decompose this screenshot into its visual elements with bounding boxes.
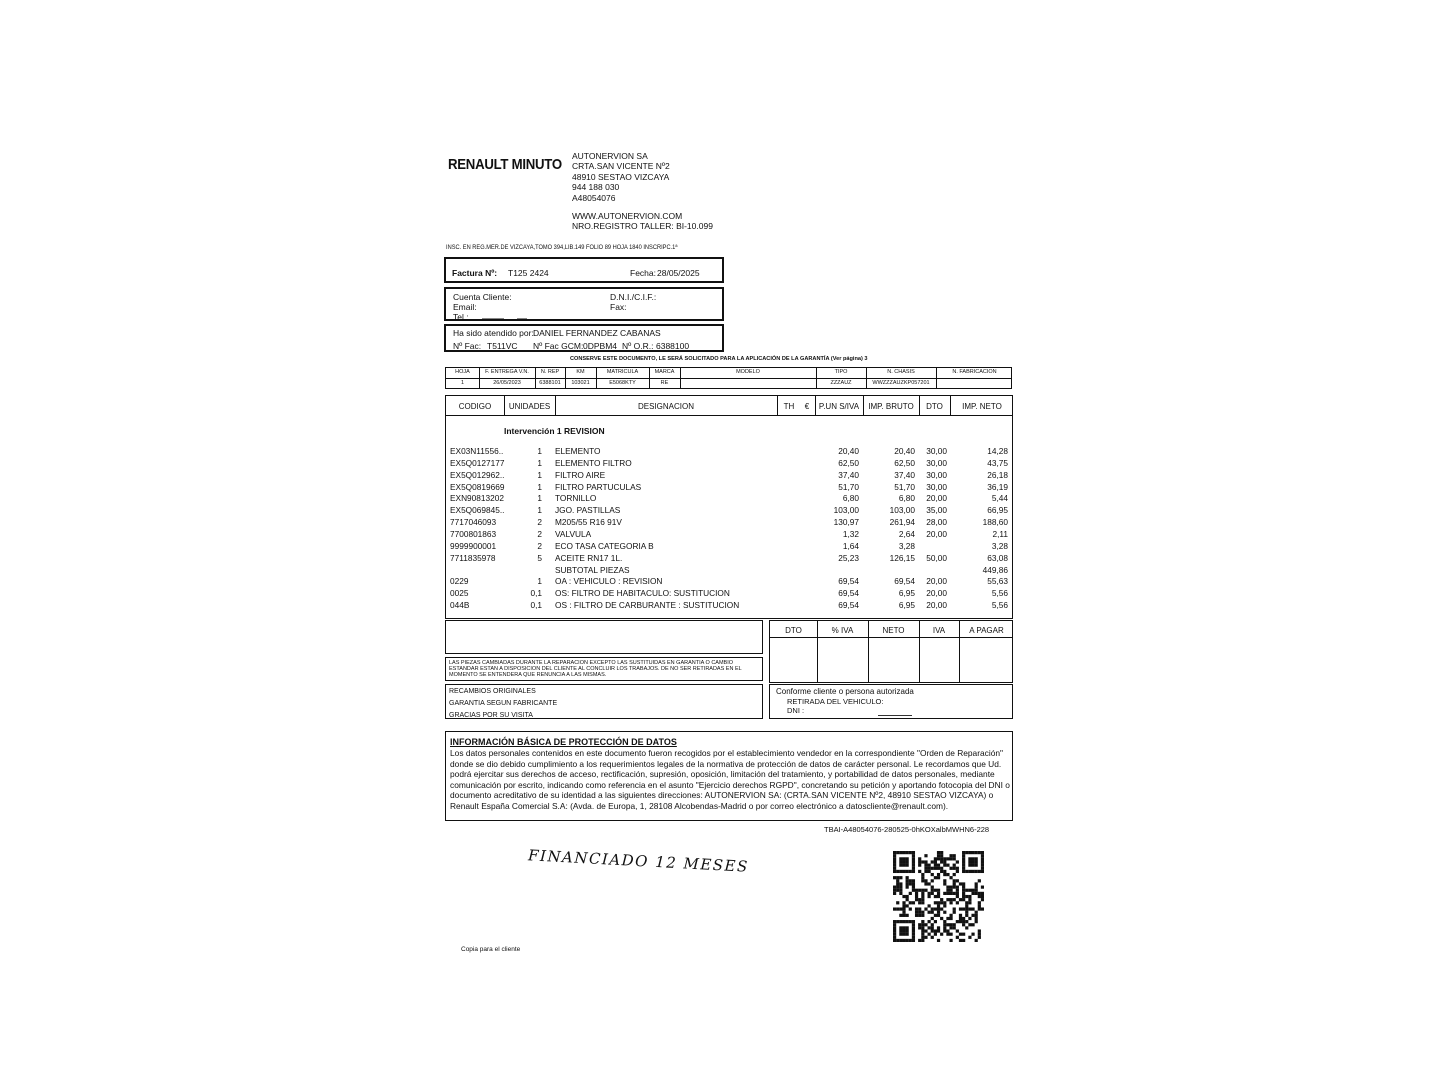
item-cell-pun: 37,40 [838, 469, 859, 480]
item-cell-pun: 20,40 [838, 446, 859, 456]
item-cell-desc: FILTRO AIRE [555, 469, 606, 480]
item-cell-codigo: 7717046093 [450, 517, 497, 528]
items-table [445, 395, 1013, 619]
conforme-box [769, 684, 1013, 719]
item-cell-desc: FILTRO PARTUCULAS [555, 481, 642, 492]
recambios-line: RECAMBIOS ORIGINALES [449, 688, 536, 695]
brand-logo-text: RENAULT MINUTO [448, 156, 562, 173]
item-cell-uds: 1 [537, 493, 542, 504]
or-label: Nº O.R.: [622, 341, 654, 351]
item-cell-neto: 5,44 [991, 493, 1008, 504]
item-cell-uds: 1 [537, 505, 542, 516]
email-label: Email: [453, 302, 477, 312]
item-cell-desc: ELEMENTO [555, 446, 601, 456]
item-cell-codigo: 7711835978 [450, 552, 496, 563]
item-cell-codigo: 7700801863 [450, 528, 497, 539]
col-header-unidades: UNIDADES [508, 402, 551, 411]
item-cell-desc: M205/55 R16 91V [555, 517, 622, 528]
item-cell-pun: 6,80 [842, 493, 859, 504]
item-cell-bruto: 69,54 [894, 576, 915, 587]
vehicle-value: 6388101 [539, 380, 561, 386]
item-cell-pun: 1,64 [842, 540, 859, 551]
col-header-dto: DTO [926, 402, 943, 411]
factura-number: T125 2424 [508, 268, 549, 278]
vehicle-value: 1 [460, 380, 465, 386]
item-cell-pun: 1,32 [842, 528, 859, 539]
item-cell-uds: 1 [537, 576, 542, 587]
company-web-block [572, 211, 713, 232]
fax-label: Fax: [610, 302, 627, 312]
address-line: AUTONERVION SA [572, 151, 648, 161]
item-cell-uds: 0,1 [530, 588, 542, 599]
col-header-pun: P.UN S/IVA [818, 402, 860, 411]
item-cell-neto: 36,19 [987, 481, 1008, 492]
recambios-box [445, 684, 763, 719]
item-cell-uds: 2 [537, 528, 542, 539]
item-cell-dto: 20,00 [926, 600, 947, 611]
item-cell-neto: 55,63 [987, 576, 1008, 587]
vehicle-value: 26/05/2023 [493, 380, 521, 386]
item-cell-pun: 25,23 [838, 552, 859, 563]
item-cell-dto: 35,00 [926, 505, 947, 516]
signature-line [878, 715, 912, 716]
data-protection-title: INFORMACIÓN BÁSICA DE PROTECCIÓN DE DATOS [450, 737, 677, 747]
blank-box [445, 620, 763, 654]
fecha-value: 28/05/2025 [657, 268, 700, 278]
item-cell-uds: 0,1 [530, 600, 542, 611]
item-cell-neto: 2,11 [992, 528, 1008, 539]
vehicle-value: WWZZZAUZKP057201 [872, 380, 930, 386]
vehicle-value: ZZZAUZ [830, 380, 852, 386]
totals-table [769, 620, 1013, 683]
intervencion-title: Intervención 1 REVISION [504, 426, 605, 436]
item-cell-neto: 66,95 [987, 505, 1008, 516]
recambios-line: GARANTIA SEGUN FABRICANTE [449, 700, 558, 707]
vehicle-header: KM [576, 369, 585, 375]
vehicle-header: HOJA [455, 369, 470, 375]
item-cell-desc: JGO. PASTILLAS [555, 505, 621, 516]
item-cell-uds: 1 [537, 457, 542, 468]
conforme-line: RETIRADA DEL VEHICULO: [787, 697, 884, 706]
item-cell-uds: 1 [537, 446, 542, 456]
item-cell-pun: 69,54 [838, 576, 859, 587]
item-cell-desc: OS: FILTRO DE HABITACULO: SUSTITUCION [555, 588, 730, 599]
piezas-note: LAS PIEZAS CAMBIADAS DURANTE LA REPARACION EXCEPTO LAS SUSTITUIDAS EN GARANTIA O CAMBIO ESTANDAR ESTAN A DISPOSICION DEL CLIENTE AL CONCLUIR LOS TRABAJOS. DE NO SER RETIRADAS EN EL MOMENTO SE ENTENDERA QUE RENUNCIA A LAS MISMAS. [449, 660, 742, 678]
item-cell-bruto: 103,00 [889, 505, 915, 516]
item-cell-neto: 43,75 [987, 457, 1008, 468]
item-cell-neto: 3,28 [991, 540, 1008, 551]
item-cell-codigo: EX5Q0819669 [450, 481, 505, 492]
item-cell-bruto: 6,80 [898, 493, 915, 504]
item-cell-codigo: EX5Q0127177 [450, 457, 505, 468]
item-cell-codigo: EX03N11556.. [450, 446, 504, 456]
nfac-label: Nº Fac: [453, 341, 482, 351]
item-cell-codigo: EX5Q012962.. [450, 469, 505, 480]
vehicle-header: MODELO [736, 369, 760, 375]
data-protection-body: Los datos personales contenidos en este documento fueron recogidos por el establecimiento vendedor en la correspondiente "Orden de Reparación" donde se dio debido cumplimiento a los requerimientos legales de la normativa de protección de datos de carácter personal. Le recordamos que Ud. podrá ejercitar sus derechos de acceso, rectificación, supresión, oposición, limitación del tratamiento, y portabilidad de datos personales, mediante comunicación por escrito, indicando como referencia en el asunto "Ejercicio derechos RGPD", concretando su petición y aportando fotocopia del DNI o documento acreditativo de su identidad a las siguientes direcciones: AUTONERVION SA: (CRTA.SAN VICENTE Nº2, 48910 SESTAO VIZCAYA) o Renault España Comercial S.A: (Avda. de Europa, 1, 28108 Alcobendas-Madrid o por correo electrónico a datoscliente@renault.com). [450, 748, 1010, 811]
item-cell-bruto: 6,95 [898, 600, 915, 611]
item-cell-desc: VALVULA [555, 528, 592, 539]
vehicle-header: MARCA [654, 369, 675, 375]
recambios-line: GRACIAS POR SU VISITA [449, 712, 533, 719]
vehicle-value: RE [660, 380, 669, 386]
item-cell-codigo: EXN90813202 [450, 493, 504, 504]
totals-header: A PAGAR [969, 626, 1004, 635]
item-cell-neto: 5,56 [991, 600, 1008, 611]
item-cell-bruto: 20,40 [894, 446, 915, 456]
col-header-th: TH [783, 402, 795, 411]
piezas-note-box [445, 657, 763, 681]
col-header-codigo: CODIGO [458, 402, 492, 411]
item-cell-pun: 103,00 [833, 505, 859, 516]
gcm-value: 0DPBM4 [583, 341, 618, 351]
address-line: CRTA.SAN VICENTE Nº2 [572, 161, 670, 172]
vehicle-value: 103021 [571, 380, 590, 386]
item-cell-codigo: 0025 [450, 588, 469, 599]
item-cell-desc: ECO TASA CATEGORIA B [555, 540, 654, 551]
item-cell-desc: OS : FILTRO DE CARBURANTE : SUSTITUCION [555, 600, 740, 611]
item-cell-neto: 5,56 [991, 588, 1008, 599]
item-cell-bruto: 261,94 [889, 517, 915, 528]
vehicle-value: E5068KTY [609, 380, 636, 386]
item-cell-neto: 26,18 [987, 469, 1008, 480]
totals-header: IVA [932, 626, 946, 635]
item-cell-bruto: 6,95 [898, 588, 915, 599]
item-cell-desc: SUBTOTAL PIEZAS [555, 564, 630, 575]
redaction-mark [517, 318, 527, 319]
item-cell-dto: 30,00 [926, 446, 947, 456]
item-cell-bruto: 37,40 [894, 469, 915, 480]
item-cell-bruto: 62,50 [894, 457, 915, 468]
vehicle-header: N. REP [540, 369, 560, 375]
item-cell-dto: 20,00 [926, 528, 947, 539]
cuenta-cliente-label: Cuenta Cliente: [453, 292, 512, 302]
fecha-label: Fecha: [630, 268, 656, 278]
qr-code-icon [893, 851, 984, 942]
totals-header: DTO [785, 626, 802, 635]
conforme-line: Conforme cliente o persona autorizada [776, 687, 914, 696]
vehicle-header: F. ENTREGA V.N. [485, 369, 529, 375]
vehicle-header: TIPO [834, 369, 848, 375]
item-cell-neto: 449,86 [982, 564, 1008, 575]
item-cell-neto: 63,08 [987, 552, 1008, 563]
item-cell-dto: 28,00 [926, 517, 947, 528]
item-cell-pun: 69,54 [838, 588, 859, 599]
col-header-bruto: IMP. BRUTO [868, 402, 914, 411]
tel-label: Tel.: [453, 312, 469, 322]
item-cell-bruto: 3,28 [898, 540, 915, 551]
item-cell-pun: 130,97 [833, 517, 859, 528]
data-protection-box [445, 731, 1013, 821]
item-cell-codigo: 0229 [450, 576, 469, 587]
col-header-euro: € [804, 402, 810, 411]
item-cell-desc: OA : VEHICULO : REVISION [555, 576, 663, 587]
registro-taller: NRO.REGISTRO TALLER: BI-10.099 [572, 221, 713, 232]
address-line: 48910 SESTAO VIZCAYA [572, 171, 670, 182]
item-cell-bruto: 2,64 [898, 528, 915, 539]
col-header-neto: IMP. NETO [962, 402, 1002, 411]
copia-cliente: Copia para el cliente [461, 946, 521, 953]
item-cell-uds: 5 [537, 552, 542, 563]
nfac-value: T511VC [487, 341, 518, 351]
item-cell-codigo: 044B [450, 600, 470, 611]
item-cell-desc: ELEMENTO FILTRO [555, 457, 632, 468]
vehicle-header: MATRICULA [606, 369, 639, 375]
item-cell-pun: 62,50 [838, 457, 859, 468]
item-cell-neto: 188,60 [982, 517, 1008, 528]
or-value: 6388100 [656, 341, 690, 351]
tbai-code: TBAI-A48054076-280525-0hKOXalbMWHN6-228 [824, 825, 990, 834]
totals-header: % IVA [831, 626, 854, 635]
item-cell-codigo: EX5Q069845.. [450, 505, 505, 516]
address-line: A48054076 [572, 192, 616, 203]
item-cell-uds: 2 [537, 540, 542, 551]
item-cell-neto: 14,28 [987, 446, 1008, 456]
atendido-label: Ha sido atendido por: [453, 328, 534, 338]
factura-label: Factura Nº: [452, 268, 498, 278]
atendido-name: DANIEL FERNANDEZ CABANAS [533, 328, 661, 338]
item-cell-desc: TORNILLO [555, 493, 597, 504]
item-cell-dto: 20,00 [926, 576, 947, 587]
item-cell-dto: 30,00 [926, 457, 947, 468]
item-cell-dto: 20,00 [926, 588, 947, 599]
item-cell-uds: 1 [537, 469, 542, 480]
vehicle-header: N. FABRICACION [952, 369, 997, 375]
company-website: WWW.AUTONERVION.COM [572, 211, 683, 221]
item-cell-codigo: 9999900001 [450, 540, 497, 551]
address-line: 944 188 030 [572, 182, 620, 193]
item-cell-pun: 69,54 [838, 600, 859, 611]
item-cell-bruto: 126,15 [889, 552, 915, 563]
item-cell-dto: 30,00 [926, 469, 947, 480]
item-cell-dto: 20,00 [926, 493, 947, 504]
company-address [572, 151, 670, 203]
item-cell-desc: ACEITE RN17 1L. [555, 552, 623, 563]
item-cell-pun: 51,70 [838, 481, 859, 492]
gcm-label: Nº Fac GCM: [533, 341, 584, 351]
redaction-mark [482, 318, 504, 319]
item-cell-dto: 50,00 [926, 552, 947, 563]
item-cell-uds: 2 [537, 517, 542, 528]
vehicle-table [445, 367, 1012, 389]
conserve-note: CONSERVE ESTE DOCUMENTO, LE SERÁ SOLICITADO PARA LA APLICACIÓN DE LA GARANTÍA (Ver página) 3 [570, 356, 868, 362]
vehicle-header: N. CHASIS [887, 369, 915, 375]
dni-cif-label: D.N.I./C.I.F.: [610, 292, 657, 302]
handwritten-note: FINANCIADO 12 MESES [527, 846, 750, 876]
item-cell-bruto: 51,70 [894, 481, 915, 492]
col-header-designacion: DESIGNACION [637, 402, 694, 411]
inscripcion-registro: INSC. EN REG.MER.DE VIZCAYA,TOMO 394,LIB.149 FOLIO 89 HOJA 1840 INSCRIPC.1ª [446, 245, 678, 251]
conforme-line: DNI : [787, 706, 805, 715]
item-cell-uds: 1 [537, 481, 542, 492]
item-cell-dto: 30,00 [926, 481, 947, 492]
totals-header: NETO [882, 626, 905, 635]
